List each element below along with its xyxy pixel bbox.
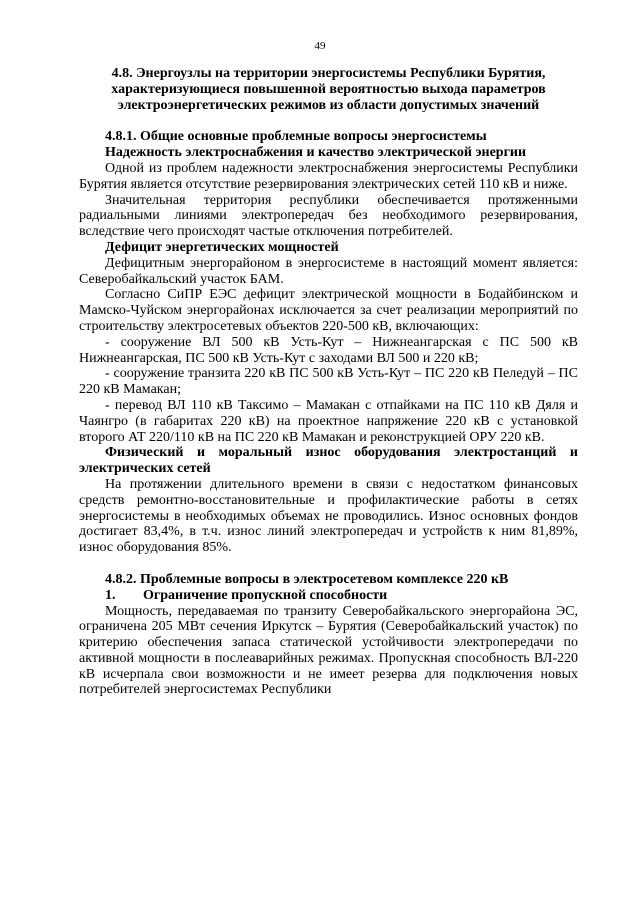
paragraph: Значительная территория республики обеспечивается протяженными радиальными линиями электропередач без необходимого резервирования, вследствие чего происходят частые отключения потребителей. xyxy=(79,192,578,240)
numbered-heading xyxy=(79,588,578,604)
paragraph: Одной из проблем надежности электроснабжения энергосистемы Республики Бурятия является отсутствие резервирования электрических сетей 110 кВ и ниже. xyxy=(79,160,578,192)
paragraph: Согласно СиПР ЕЭС дефицит электрической мощности в Бодайбинском и Мамско-Чуйском энергорайонах исключается за счет реализации мероприятий по строительству электросетевых объектов 220-500 кВ, включающих: xyxy=(79,287,578,334)
list-item: - сооружение транзита 220 кВ ПС 500 кВ Усть-Кут – ПС 220 кВ Пеледуй – ПС 220 кВ Мамакан; xyxy=(79,366,578,398)
page-number: 49 xyxy=(314,40,326,52)
subsection-title-1: 4.8.1. Общие основные проблемные вопросы энергосистемы xyxy=(105,129,487,145)
list-item: - перевод ВЛ 110 кВ Таксимо – Мамакан с отпайками на ПС 110 кВ Дяля и Чаянгро (в габаритах 220 кВ) на проектное напряжение 220 кВ с установкой второго АТ 220/110 кВ на ПС 220 кВ Мамакан и реконструкцией ОРУ 220 кВ. xyxy=(79,397,578,445)
paragraph: Дефицитным энергорайоном в энергосистеме в настоящий момент является: Северобайкальский участок БАМ. xyxy=(79,255,578,287)
document-body xyxy=(79,66,578,698)
subsection-title-2: 4.8.2. Проблемные вопросы в электросетевом комплексе 220 кВ xyxy=(105,571,509,587)
list-item: - сооружение ВЛ 500 кВ Усть-Кут – Нижнеангарская с ПС 500 кВ Нижнеангарская, ПС 500 кВ Усть-Кут с заходами ВЛ 500 и 220 кВ; xyxy=(79,334,578,366)
item-title: Ограничение пропускной способности xyxy=(143,587,388,603)
heading-wear: Физический и моральный износ оборудования электростанций и электрических сетей xyxy=(79,445,578,477)
spacer xyxy=(79,556,578,572)
section-title: 4.8. Энергоузлы на территории энергосистемы Республики Бурятия, характеризующиеся повышенной вероятностью выхода параметров электроэнергетических режимов из области допустимых значений xyxy=(111,66,546,113)
paragraph: На протяжении длительного времени в связи с недостатком финансовых средств ремонтно-восстановительные и профилактические работы в сетях энергосистемы в необходимых объемах не проводились. Износ основных фондов достигает 83,4%, в т.ч. износ линий электропередач и устройств к ним 81,89%, износ оборудования 85%. xyxy=(79,476,578,556)
heading-deficit: Дефицит энергетических мощностей xyxy=(105,239,339,255)
spacer xyxy=(79,113,578,129)
item-number: 1. xyxy=(105,587,116,603)
heading-reliability: Надежность электроснабжения и качество электрической энергии xyxy=(105,145,527,161)
paragraph: Мощность, передаваемая по транзиту Северобайкальского энергорайона ЭС, ограничена 205 МВт сечения Иркутск – Бурятия (Северобайкальский участок) по критерию обеспечения запаса статической устойчивости электропередачи по активной мощности в послеаварийных режимах. Пропускная способность ВЛ-220 кВ исчерпала свои возможности и не имеет резерва для подключения новых потребителей энергосистемах Республики xyxy=(79,603,578,698)
